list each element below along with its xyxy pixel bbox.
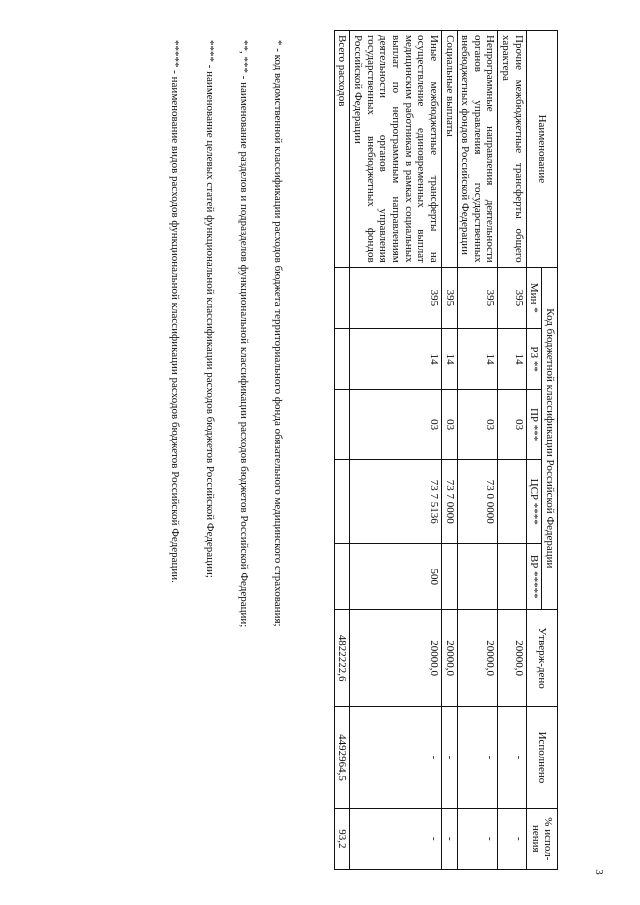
total-executed: 4492964,5 bbox=[334, 707, 350, 808]
row-vr bbox=[441, 544, 457, 610]
row-approved: 20000,0 bbox=[350, 610, 441, 707]
total-approved: 4822222,6 bbox=[334, 610, 350, 707]
footnote: **** - наименование целевых статей функциональной классификации расходов бюджетов Российской Федерации; bbox=[203, 40, 216, 578]
row-approved: 20000,0 bbox=[441, 610, 457, 707]
row-vr: 500 bbox=[350, 544, 441, 610]
row-min: 395 bbox=[350, 267, 441, 328]
header-code-group: Код бюджетной классификации Российской Федерации bbox=[542, 267, 558, 609]
row-approved: 20000,0 bbox=[457, 610, 498, 707]
row-rz: 14 bbox=[457, 328, 498, 389]
row-percent: - bbox=[457, 808, 498, 869]
row-rz: 14 bbox=[498, 328, 526, 389]
row-pr: 03 bbox=[498, 390, 526, 460]
page-number: 3 bbox=[592, 869, 605, 875]
header-csr: ЦСР **** bbox=[526, 459, 542, 544]
row-csr: 73 0 0000 bbox=[457, 459, 498, 544]
footnote: ***** - наименование видов расходов функциональной классификации расходов бюджетов Российской Федерации. bbox=[169, 40, 182, 583]
row-name: Прочие межбюджетные трансферты общего характера bbox=[498, 31, 526, 268]
row-min: 395 bbox=[498, 267, 526, 328]
table-row bbox=[350, 31, 441, 870]
row-csr: 73 7 5136 bbox=[350, 459, 441, 544]
budget-table bbox=[334, 30, 558, 870]
header-rz: РЗ ** bbox=[526, 328, 542, 389]
header-min: Мин * bbox=[526, 267, 542, 328]
row-rz: 14 bbox=[441, 328, 457, 389]
row-min: 395 bbox=[441, 267, 457, 328]
row-name: Непрограммные направления деятельности органов управления государственных внебюджетных фондов Российской Федерации bbox=[457, 31, 498, 268]
row-min: 395 bbox=[457, 267, 498, 328]
header-row-1 bbox=[542, 31, 558, 870]
header-approved: Утверж-дено bbox=[526, 610, 557, 707]
row-pr: 03 bbox=[350, 390, 441, 460]
total-percent: 93,2 bbox=[334, 808, 350, 869]
total-name: Всего расходов bbox=[334, 31, 350, 268]
row-pr: 03 bbox=[457, 390, 498, 460]
footnotes bbox=[147, 40, 284, 860]
row-vr bbox=[457, 544, 498, 610]
row-percent: - bbox=[441, 808, 457, 869]
row-executed: - bbox=[350, 707, 441, 808]
row-csr: 73 7 0000 bbox=[441, 459, 457, 544]
table-row bbox=[457, 31, 498, 870]
table-row bbox=[441, 31, 457, 870]
row-vr bbox=[498, 544, 526, 610]
header-name: Наименование bbox=[526, 31, 557, 268]
row-executed: - bbox=[498, 707, 526, 808]
total-row bbox=[334, 31, 350, 870]
header-pr: ПР *** bbox=[526, 390, 542, 460]
row-percent: - bbox=[498, 808, 526, 869]
row-name: Иные межбюджетные трансферты на осуществление единовременных выплат медицинским работникам в рамках социальных выплат по непрограммным направлениям деятельности органов управления государственных внебюджетных фондов Российской Федерации bbox=[350, 31, 441, 268]
row-percent: - bbox=[350, 808, 441, 869]
row-executed: - bbox=[457, 707, 498, 808]
row-name: Социальные выплаты bbox=[441, 31, 457, 268]
footnote: **, *** - наименование разделов и подразделов функциональной классификации расходов бюджетов Российской Федерации; bbox=[237, 40, 250, 628]
row-approved: 20000,0 bbox=[498, 610, 526, 707]
footnote: * - код ведомственной классификации расходов бюджета территориального фонда обязательного медицинского страхования; bbox=[272, 40, 284, 627]
table-row bbox=[498, 31, 526, 870]
header-executed: Исполнено bbox=[526, 707, 557, 808]
header-vr: ВР ***** bbox=[526, 544, 542, 610]
row-pr: 03 bbox=[441, 390, 457, 460]
row-executed: - bbox=[441, 707, 457, 808]
row-csr bbox=[498, 459, 526, 544]
row-rz: 14 bbox=[350, 328, 441, 389]
header-percent: % испол-нения bbox=[526, 808, 557, 869]
